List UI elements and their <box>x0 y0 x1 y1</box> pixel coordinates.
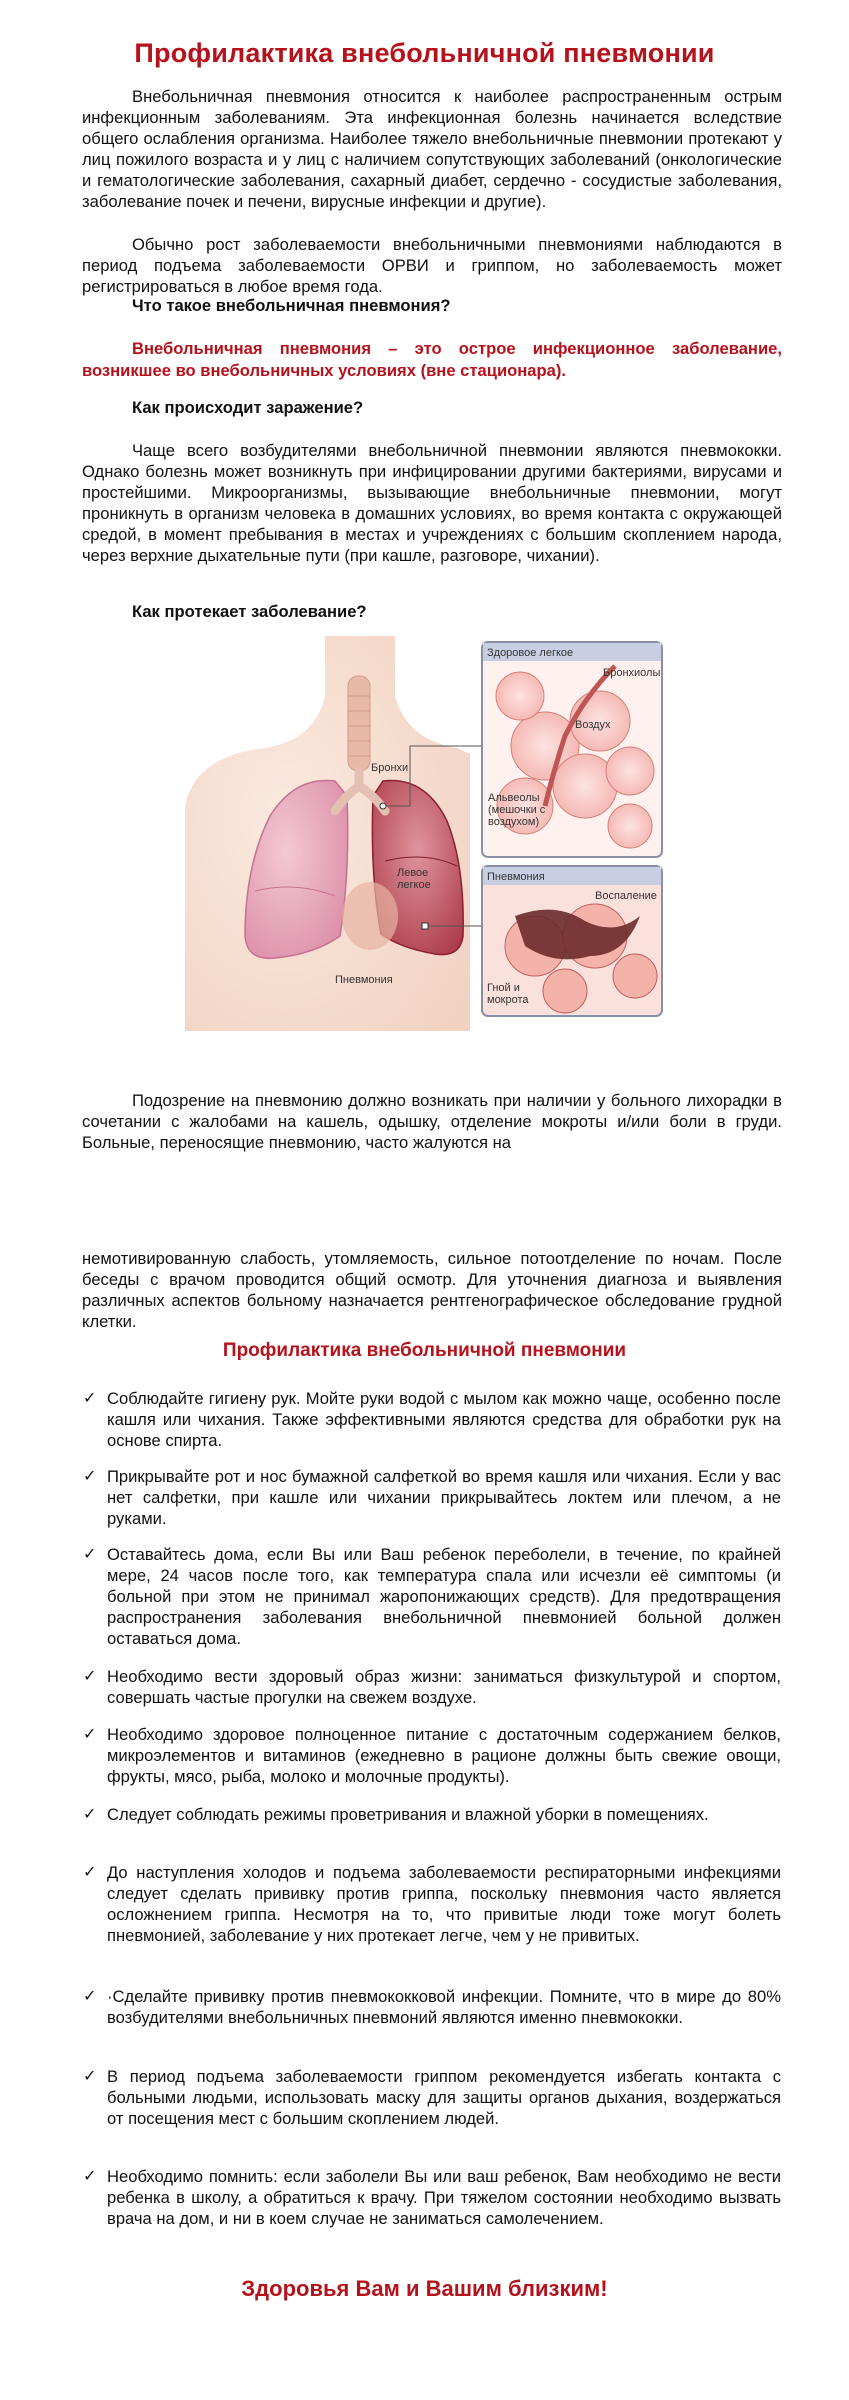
check-icon: ✓ <box>83 1988 97 2005</box>
label-pus-2: мокрота <box>487 994 529 1006</box>
list-item <box>83 1724 781 1787</box>
check-icon: ✓ <box>83 1864 97 1881</box>
label-pneumonia: Пневмония <box>335 974 393 986</box>
trachea-shape <box>348 676 370 771</box>
label-alveoli-2: (мешочки с <box>488 804 546 816</box>
check-icon: ✓ <box>83 1390 97 1407</box>
check-icon: ✓ <box>83 2068 97 2085</box>
label-bronchi: Бронхи <box>371 762 409 774</box>
infection-paragraph: Чаще всего возбудителями внебольничной пневмонии являются пневмококки. Однако болезнь может возникнуть при инфицировании другими бактериями, вирусами и простейшими. Микроорганизмы, вызывающие внебольничные пневмонии, могут проникнуть в организм человека в домашних условиях, во время контакта с окружающей средой, в момент пребывания в местах и учреждениях с большим скоплением народа, через верхние дыхательные пути (при кашле, разговоре, чихании). <box>82 441 782 565</box>
list-item-text: ·Сделайте прививку против пневмококковой инфекции. Помните, что в мире до 80% возбудителями внебольничных пневмоний являются именно пневмококки. <box>107 1987 781 2027</box>
page-title: Профилактика внебольничной пневмонии <box>134 38 715 68</box>
list-item <box>83 1544 781 1649</box>
intro-paragraph-2: Обычно рост заболеваемости внебольничными пневмониями наблюдаются в период подъема заболеваемости ОРВИ и гриппом, но заболеваемость может регистрироваться в любое время года. <box>82 235 782 296</box>
label-healthy-lung: Здоровое легкое <box>487 647 574 659</box>
label-alveoli-1: Альвеолы <box>488 792 540 804</box>
list-item-text: Соблюдайте гигиену рук. Мойте руки водой с мылом как можно чаще, особенно после кашля или чихания. Также эффективными являются средства для обработки рук на основе спирта. <box>107 1389 781 1450</box>
label-inflammation: Воспаление <box>595 890 657 902</box>
intro-paragraph-1: Внебольничная пневмония относится к наиболее распространенным острым инфекционным заболеваниям. Эта инфекционная болезнь начинается вследствие общего ослабления организма. Наиболее тяжело внебольничные пневмонии протекают у лиц пожилого возраста и у лиц с наличием сопутствующих заболеваний (онкологические и гематологические заболевания, сахарный диабет, сердечно - сосудистые заболевания, заболевание почек и печени, вирусные инфекции и другие). <box>82 87 782 211</box>
label-left-lung-1: Левое <box>397 867 429 879</box>
list-item <box>83 1804 781 1825</box>
list-item-text: Оставайтесь дома, если Вы или Ваш ребенок переболели, в течение, по крайней мере, 24 часов после того, как температура спала или исчезли её симптомы (и больной при этом не принимал жаропонижающих средств). Для предотвращения распространения заболевания внебольничной пневмонией больной должен оставаться дома. <box>107 1545 781 1648</box>
list-item-text: До наступления холодов и подъема заболеваемости респираторными инфекциями следует сделать прививку против гриппа, поскольку пневмония часто является осложнением гриппа. Несмотря на то, что привитые люди тоже могут болеть пневмонией, заболевание у них протекает легче, чем у не привитых. <box>107 1863 781 1945</box>
list-item <box>83 2066 781 2129</box>
list-item <box>83 1862 781 1946</box>
check-icon: ✓ <box>83 1668 97 1685</box>
list-item <box>83 2166 781 2229</box>
label-alveoli-3: воздухом) <box>488 816 540 828</box>
label-pus-1: Гной и <box>487 982 520 994</box>
closing-wish: Здоровья Вам и Вашим близким! <box>241 2276 608 2301</box>
list-item-text: Необходимо вести здоровый образ жизни: заниматься физкультурой и спортом, совершать частые прогулки на свежем воздухе. <box>107 1667 781 1707</box>
definition-text: Внебольничная пневмония – это острое инфекционное заболевание, возникшее во внебольничных условиях (вне стационара). <box>82 339 782 380</box>
list-item <box>83 1986 781 2028</box>
list-item <box>83 1666 781 1708</box>
list-item-text: Следует соблюдать режимы проветривания и влажной уборки в помещениях. <box>107 1805 709 1824</box>
check-icon: ✓ <box>83 1546 97 1563</box>
what-is-heading: Что такое внебольничная пневмония? <box>132 296 451 315</box>
course-heading: Как протекает заболевание? <box>132 602 367 621</box>
list-item-text: Необходимо помнить: если заболели Вы или ваш ребенок, Вам необходимо не вести ребенка в школу, а обратиться к врачу. При тяжелом состоянии необходимо вызвать врача на дом, и ни в коем случае не заниматься самолечением. <box>107 2167 781 2228</box>
list-item-text: В период подъема заболеваемости гриппом рекомендуется избегать контакта с больными людьми, использовать маску для защиты органов дыхания, воздержаться от посещения мест с большим скоплением людей. <box>107 2067 781 2128</box>
course-paragraph-part-1: Подозрение на пневмонию должно возникать при наличии у больного лихорадки в сочетании с жалобами на кашель, одышку, отделение мокроты и/или боли в груди. Больные, переносящие пневмонию, часто жалуются на <box>82 1091 782 1152</box>
list-item-text: Необходимо здоровое полноценное питание с достаточным содержанием белков, микроэлементов и витаминов (ежедневно в рационе должны быть свежие овощи, фрукты, мясо, рыба, молоко и молочные продукты). <box>107 1725 781 1786</box>
list-item <box>83 1466 781 1529</box>
list-item <box>83 1388 781 1451</box>
check-icon: ✓ <box>83 1468 97 1485</box>
label-pneumonia-box: Пневмония <box>487 871 545 883</box>
label-left-lung-2: легкое <box>397 879 431 891</box>
lungs-illustration <box>185 636 665 1031</box>
label-bronchioles: Бронхиолы <box>603 667 661 679</box>
check-icon: ✓ <box>83 1806 97 1823</box>
list-item-text: Прикрывайте рот и нос бумажной салфеткой во время кашля или чихания. Если у вас нет салфетки, при кашле или чихании прикрывайтесь локтем или плечом, а не руками. <box>107 1467 781 1528</box>
label-air: Воздух <box>575 719 611 731</box>
check-icon: ✓ <box>83 1726 97 1743</box>
infection-heading: Как происходит заражение? <box>132 398 364 417</box>
course-paragraph-part-2: немотивированную слабость, утомляемость, сильное потоотделение по ночам. После беседы с врачом проводится общий осмотр. Для уточнения диагноза и выявления различных аспектов больному назначается рентгенографическое обследование грудной клетки. <box>82 1249 782 1331</box>
prevention-heading: Профилактика внебольничной пневмонии <box>222 1340 627 1361</box>
check-icon: ✓ <box>83 2168 97 2185</box>
